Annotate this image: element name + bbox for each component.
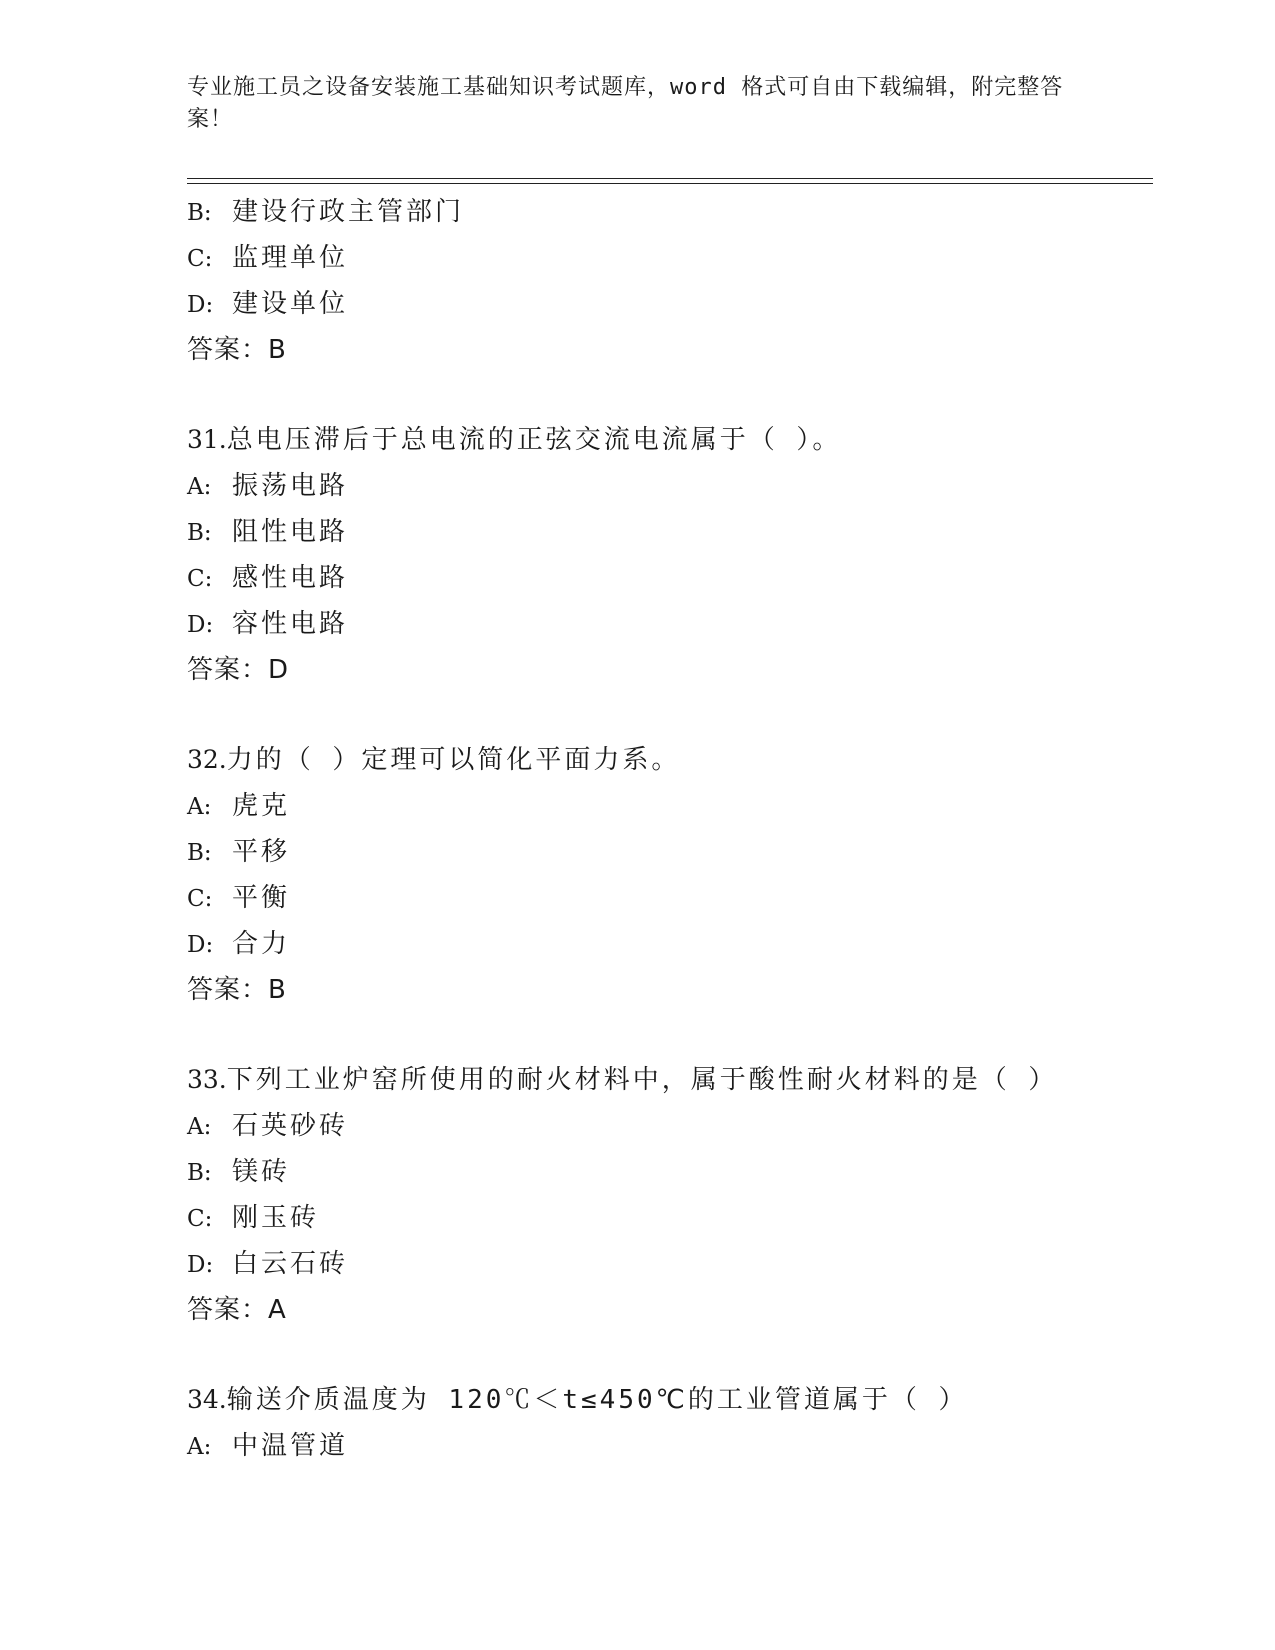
spacer	[187, 1013, 1153, 1057]
option-text: 平衡	[232, 883, 291, 913]
option-text: 阻性电路	[232, 517, 349, 547]
option-line	[187, 463, 1153, 509]
option-text: 容性电路	[232, 609, 349, 639]
question-text: 输送介质温度为 120℃＜t≤450℃的工业管道属于（ ）	[226, 1385, 968, 1415]
option-text: 中温管道	[232, 1431, 349, 1461]
option-label: C:	[187, 246, 213, 272]
option-text: 建设单位	[232, 289, 349, 319]
question-text: 总电压滞后于总电流的正弦交流电流属于（ ）。	[226, 425, 842, 455]
question-text: 下列工业炉窑所使用的耐火材料中，属于酸性耐火材料的是（ ）	[226, 1065, 1058, 1095]
option-line	[187, 1103, 1153, 1149]
option-label: C:	[187, 566, 213, 592]
option-line	[187, 509, 1153, 555]
option-text: 虎克	[232, 791, 291, 821]
option-label: B:	[187, 1160, 212, 1186]
option-text: 监理单位	[232, 243, 349, 273]
answer-line: 答案：A	[187, 1295, 287, 1325]
question-content	[187, 189, 1153, 1469]
spacer	[187, 1333, 1153, 1377]
option-text: 石英砂砖	[232, 1111, 349, 1141]
option-text: 建设行政主管部门	[232, 197, 465, 227]
option-line	[187, 281, 1153, 327]
question-line	[187, 417, 1153, 463]
option-line	[187, 783, 1153, 829]
answer-line: 答案：D	[187, 655, 290, 685]
option-label: C:	[187, 886, 213, 912]
question-line	[187, 737, 1153, 783]
question-block	[187, 1377, 1153, 1469]
question-number: 32.	[187, 745, 227, 774]
question-block	[187, 737, 1153, 1013]
option-text: 振荡电路	[232, 471, 349, 501]
option-label: B:	[187, 200, 212, 226]
option-line	[187, 1149, 1153, 1195]
answer-line: 答案：B	[187, 975, 287, 1005]
question-block	[187, 1057, 1153, 1333]
document-header: 专业施工员之设备安装施工基础知识考试题库，word 格式可自由下载编辑，附完整答案！	[187, 75, 1064, 132]
question-block	[187, 417, 1153, 693]
option-label: C:	[187, 1206, 213, 1232]
option-label: D:	[187, 932, 214, 958]
question-number: 31.	[187, 425, 227, 454]
option-line	[187, 189, 1153, 235]
option-line	[187, 1241, 1153, 1287]
question-line	[187, 1057, 1153, 1103]
option-label: B:	[187, 520, 212, 546]
option-text: 镁砖	[232, 1157, 291, 1187]
option-line	[187, 235, 1153, 281]
option-label: D:	[187, 292, 214, 318]
header-divider-bottom	[187, 183, 1153, 184]
question-number: 34.	[187, 1385, 227, 1414]
option-line	[187, 601, 1153, 647]
option-label: A:	[187, 794, 212, 820]
option-text: 平移	[232, 837, 291, 867]
question-line	[187, 1377, 1153, 1423]
question-block-continued	[187, 189, 1153, 373]
option-line	[187, 1423, 1153, 1469]
spacer	[187, 373, 1153, 417]
option-line	[187, 875, 1153, 921]
option-label: B:	[187, 840, 212, 866]
spacer	[187, 693, 1153, 737]
option-label: A:	[187, 1434, 212, 1460]
option-text: 白云石砖	[232, 1249, 349, 1279]
answer-line: 答案：B	[187, 335, 287, 365]
option-line	[187, 555, 1153, 601]
option-line	[187, 829, 1153, 875]
question-text: 力的（ ）定理可以简化平面力系。	[226, 745, 681, 775]
header-divider-top	[187, 178, 1153, 179]
option-label: A:	[187, 1114, 212, 1140]
option-text: 刚玉砖	[232, 1203, 320, 1233]
option-label: D:	[187, 612, 214, 638]
option-text: 感性电路	[232, 563, 349, 593]
option-label: A:	[187, 474, 212, 500]
option-label: D:	[187, 1252, 214, 1278]
option-text: 合力	[232, 929, 291, 959]
option-line	[187, 921, 1153, 967]
question-number: 33.	[187, 1065, 227, 1094]
option-line	[187, 1195, 1153, 1241]
